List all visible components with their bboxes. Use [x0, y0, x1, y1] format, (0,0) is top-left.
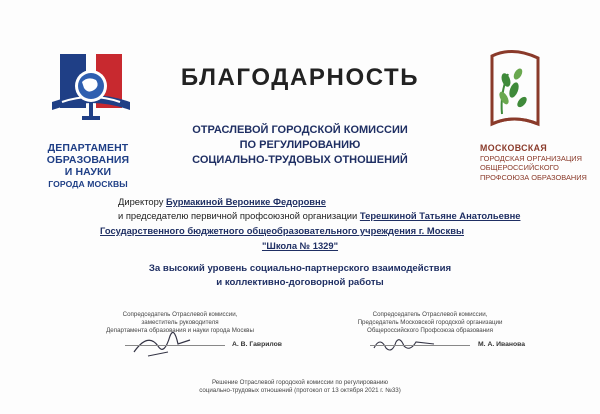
- union-line-4: ПРОФСОЮЗА ОБРАЗОВАНИЯ: [480, 172, 587, 182]
- left-signature-line: [125, 345, 225, 346]
- right-role-line-2: Председатель Московской городской организации: [357, 319, 503, 326]
- right-role-line-3: Общероссийского Профсоюза образования: [367, 327, 493, 334]
- recipient-director: [118, 196, 558, 207]
- right-role-line-1: Сопредседатель Отраслевой комиссии,: [372, 311, 488, 318]
- department-line-4: ГОРОДА МОСКВЫ: [48, 179, 128, 189]
- director-prefix: Директору: [118, 196, 164, 207]
- left-signatory-name: А. В. Гаврилов: [232, 341, 282, 348]
- recipient-chair: [118, 210, 578, 221]
- right-signatory-name: М. А. Иванова: [478, 341, 526, 348]
- institution-name: [100, 225, 560, 236]
- decision-line-1: Решение Отраслевой городской комиссии по регулированию: [211, 379, 389, 386]
- award-reason: [120, 262, 480, 290]
- decision-reference: [170, 379, 430, 395]
- union-line-3: ОБЩЕРОССИЙСКОГО: [480, 163, 559, 173]
- department-line-2: ОБРАЗОВАНИЯ: [46, 154, 130, 166]
- reason-line-2: и коллективно-договорной работы: [216, 277, 384, 288]
- department-line-3: И НАУКИ: [64, 166, 112, 178]
- institution-text: Государственного бюджетного общеобразовательного учреждения г. Москвы: [100, 225, 464, 236]
- subtitle-line-1: ОТРАСЛЕВОЙ ГОРОДСКОЙ КОМИССИИ: [192, 124, 408, 136]
- union-line-2: ГОРОДСКАЯ ОРГАНИЗАЦИЯ: [480, 153, 582, 163]
- right-signature-icon: [370, 332, 440, 356]
- left-role-line-3: Департамента образования и науки города Москвы: [106, 327, 254, 334]
- school-text: "Школа № 1329": [261, 240, 339, 251]
- school-name: [100, 240, 500, 251]
- subtitle-line-3: СОЦИАЛЬНО-ТРУДОВЫХ ОТНОШЕНИЙ: [192, 154, 408, 166]
- decision-line-2: социально-трудовых отношений (протокол от 13 октября 2021 г. №33): [199, 387, 401, 394]
- department-emblem-icon: [48, 48, 134, 138]
- department-name: [28, 142, 148, 190]
- left-role-line-1: Сопредседатель Отраслевой комиссии,: [122, 311, 238, 318]
- union-emblem-icon: [478, 44, 548, 136]
- department-line-1: ДЕПАРТАМЕНТ: [47, 142, 129, 154]
- director-name: Бурмакиной Веронике Федоровне: [166, 196, 326, 207]
- certificate-title: БЛАГОДАРНОСТЬ: [180, 64, 420, 91]
- subtitle-line-2: ПО РЕГУЛИРОВАНИЮ: [239, 139, 361, 151]
- chair-prefix: и председателю первичной профсоюзной организации: [118, 210, 358, 221]
- chair-name: Терешкиной Татьяне Анатольевне: [359, 210, 521, 221]
- commission-name: [150, 123, 450, 168]
- left-role-line-2: заместитель руководителя: [141, 319, 219, 326]
- reason-line-1: За высокий уровень социально-партнерского взаимодействия: [148, 263, 452, 274]
- union-name: [480, 144, 600, 182]
- right-signature-line: [370, 345, 470, 346]
- left-signature-icon: [128, 322, 198, 360]
- union-line-1: МОСКОВСКАЯ: [480, 143, 548, 153]
